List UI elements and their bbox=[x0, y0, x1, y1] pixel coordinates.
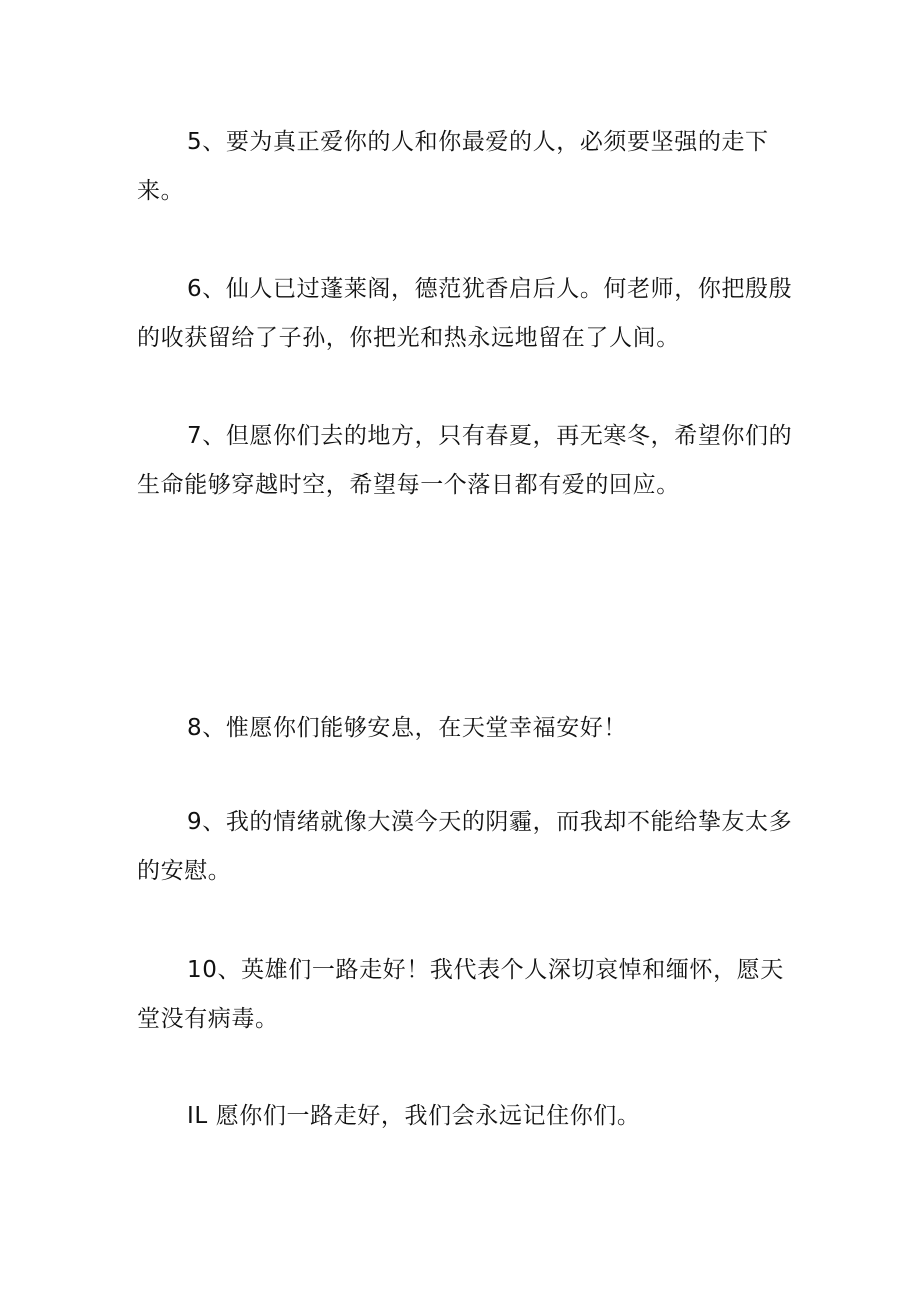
paragraph-9: 9、我的情绪就像大漠今天的阴霾，而我却不能给挚友太多的安慰。 bbox=[137, 809, 793, 884]
paragraph-6: 6、仙人已过蓬莱阁，德范犹香启后人。何老师，你把殷殷的收获留给了子孙，你把光和热永远地留在了人间。 bbox=[137, 276, 793, 351]
paragraph-5: 5、要为真正爱你的人和你最爱的人，必须要坚强的走下来。 bbox=[137, 129, 769, 204]
paragraph-8: 8、惟愿你们能够安息，在天堂幸福安好！ bbox=[187, 715, 628, 741]
paragraph-11: IL 愿你们一路走好，我们会永远记住你们。 bbox=[187, 1103, 641, 1129]
paragraph-7: 7、但愿你们去的地方，只有春夏，再无寒冬，希望你们的生命能够穿越时空，希望每一个落日都有爱的回应。 bbox=[137, 423, 793, 498]
paragraph-10: 10、英雄们一路走好！我代表个人深切哀悼和缅怀，愿天堂没有病毒。 bbox=[137, 957, 784, 1032]
